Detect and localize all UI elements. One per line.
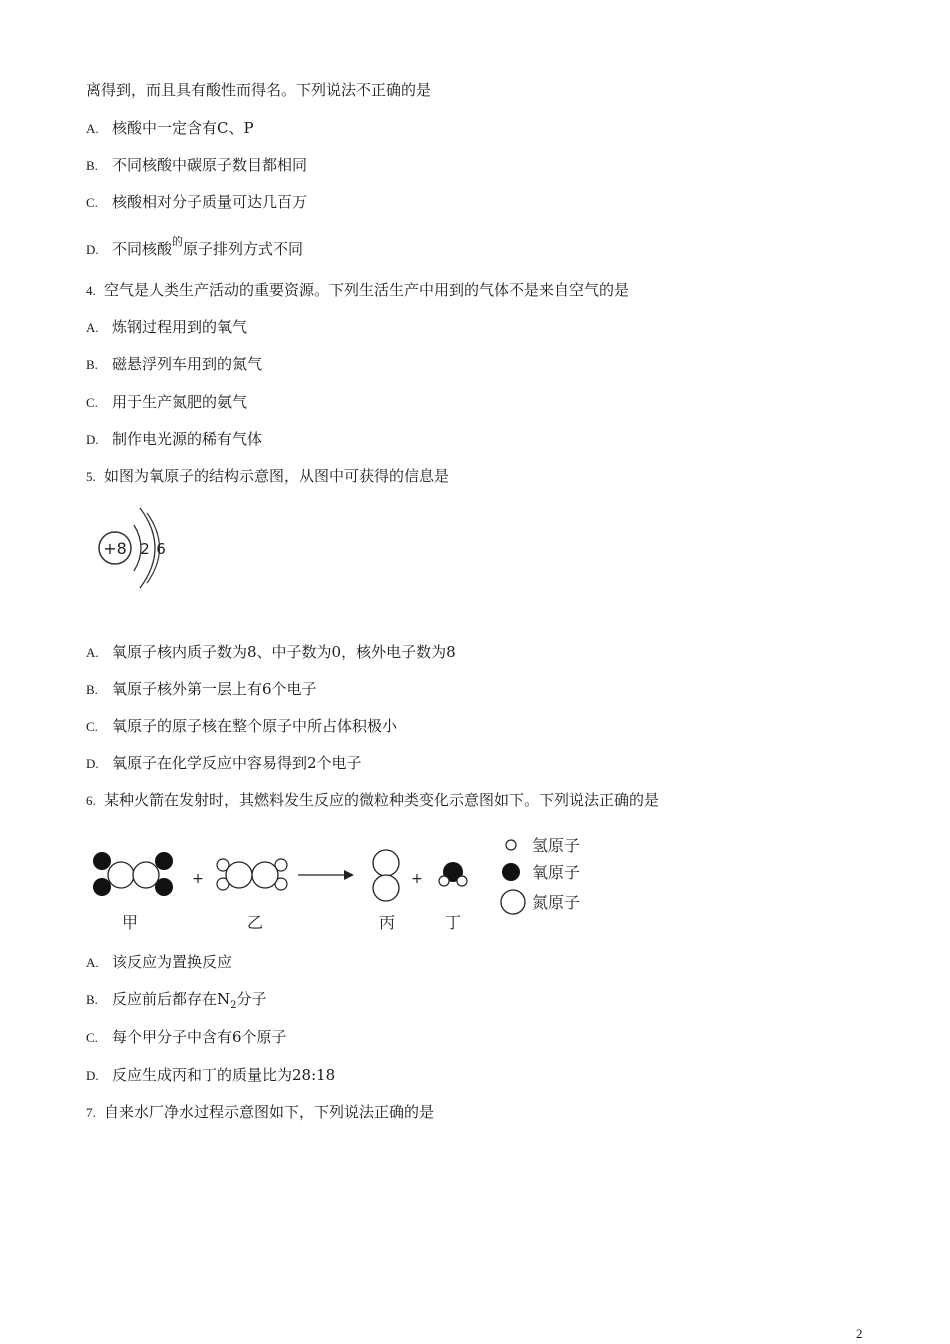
nitrogen-atom <box>373 875 399 901</box>
option-text: 氧原子核外第一层上有6个电子 <box>112 680 317 698</box>
oxygen-atom <box>155 852 173 870</box>
legend-oxygen-icon <box>502 863 520 881</box>
q4-option-a <box>86 317 247 338</box>
page-number: 2 <box>856 1326 863 1341</box>
option-letter: D. <box>86 242 99 257</box>
option-text: 炼钢过程用到的氧气 <box>112 318 248 336</box>
label-jia: 甲 <box>121 913 139 932</box>
option-text-raised: 的 <box>172 235 184 248</box>
option-text: 反应生成丙和丁的质量比为28:18 <box>112 1066 336 1084</box>
q4-option-d <box>86 429 262 450</box>
q3-option-a <box>86 118 254 139</box>
plus-sign: + <box>411 871 423 887</box>
option-letter: B. <box>86 682 98 697</box>
question-text: 自来水厂净水过程示意图如下，下列说法正确的是 <box>104 1103 435 1121</box>
question-text: 如图为氧原子的结构示意图，从图中可获得的信息是 <box>104 467 450 485</box>
option-letter: B. <box>86 158 98 173</box>
reaction-arrow-head <box>344 870 354 880</box>
option-letter: A. <box>86 121 99 136</box>
reaction-diagram <box>86 828 606 938</box>
nucleus-charge: +8 <box>103 539 127 558</box>
option-text: 分子 <box>236 990 267 1008</box>
oxygen-atom <box>93 852 111 870</box>
molecule-jia <box>93 852 173 896</box>
option-text: 氧原子在化学反应中容易得到2个电子 <box>112 754 362 772</box>
option-letter: A. <box>86 320 99 335</box>
legend-hydrogen-label: 氢原子 <box>532 836 581 855</box>
legend-hydrogen-icon <box>506 840 516 850</box>
option-letter: D. <box>86 756 99 771</box>
nitrogen-atom <box>373 850 399 876</box>
nitrogen-atom <box>226 862 252 888</box>
q6-option-c <box>86 1027 287 1048</box>
question-number: 4. <box>86 283 96 298</box>
legend-oxygen-label: 氧原子 <box>532 863 581 882</box>
q3-option-b <box>86 155 307 176</box>
question-number: 6. <box>86 793 96 808</box>
option-letter: C. <box>86 395 98 410</box>
question-text: 空气是人类生产活动的重要资源。下列生活生产中用到的气体不是来自空气的是 <box>104 281 630 299</box>
legend-nitrogen-label: 氮原子 <box>532 893 581 912</box>
oxygen-atom <box>93 878 111 896</box>
option-text: 该反应为置换反应 <box>112 953 233 971</box>
legend <box>501 836 580 914</box>
q5-option-c <box>86 716 397 737</box>
q4-option-b <box>86 354 262 375</box>
option-text-subscript: 2 <box>230 1000 237 1011</box>
option-text: 核酸相对分子质量可达几百万 <box>112 193 308 211</box>
q4-option-c <box>86 392 247 413</box>
hydrogen-atom <box>439 876 449 886</box>
option-letter: C. <box>86 719 98 734</box>
option-text: 用于生产氮肥的氨气 <box>112 393 248 411</box>
option-letter: A. <box>86 645 99 660</box>
nitrogen-atom <box>252 862 278 888</box>
question-number: 5. <box>86 469 96 484</box>
option-letter: C. <box>86 1030 98 1045</box>
option-text: 磁悬浮列车用到的氮气 <box>112 355 263 373</box>
hydrogen-atom <box>457 876 467 886</box>
q6-option-a <box>86 952 232 973</box>
q3-option-c <box>86 192 307 213</box>
q5-stem <box>86 466 449 487</box>
question-text: 某种火箭在发射时，其燃料发生反应的微粒种类变化示意图如下。下列说法正确的是 <box>104 791 660 809</box>
option-letter: D. <box>86 432 99 447</box>
q3-option-d <box>86 235 304 261</box>
label-yi: 乙 <box>246 913 264 932</box>
question-number: 7. <box>86 1105 96 1120</box>
label-ding: 丁 <box>444 913 462 932</box>
q5-option-d <box>86 753 362 774</box>
q4-stem <box>86 280 629 301</box>
shell-1-electrons: 2 <box>140 540 150 558</box>
nitrogen-atom <box>108 862 134 888</box>
option-text: 核酸中一定含有C、P <box>112 119 254 137</box>
molecule-yi <box>217 859 287 890</box>
q3-stem-tail: 离得到，而且具有酸性而得名。下列说法不正确的是 <box>86 81 432 99</box>
option-text: 氧原子核内质子数为8、中子数为0，核外电子数为8 <box>112 643 456 661</box>
option-text: 不同核酸中碳原子数目都相同 <box>112 156 308 174</box>
q6-option-d <box>86 1065 335 1086</box>
plus-sign: + <box>192 871 204 887</box>
nitrogen-atom <box>133 862 159 888</box>
option-letter: B. <box>86 992 98 1007</box>
option-text: 原子排列方式不同 <box>183 240 304 258</box>
molecule-ding <box>439 862 467 886</box>
oxygen-atom-diagram <box>90 500 190 595</box>
option-text: 不同核酸 <box>112 240 173 258</box>
option-text: 每个甲分子中含有6个原子 <box>112 1028 287 1046</box>
legend-nitrogen-icon <box>501 890 525 914</box>
option-text: 反应前后都存在N <box>112 990 231 1008</box>
shell-2-electrons: 6 <box>156 540 166 558</box>
q5-option-a <box>86 642 456 663</box>
option-text: 制作电光源的稀有气体 <box>112 430 263 448</box>
option-letter: C. <box>86 195 98 210</box>
option-letter: B. <box>86 357 98 372</box>
q6-option-b <box>86 989 267 1012</box>
q7-stem <box>86 1102 434 1123</box>
label-bing: 丙 <box>378 913 396 932</box>
option-text: 氧原子的原子核在整个原子中所占体积极小 <box>112 717 398 735</box>
molecule-bing <box>373 850 399 901</box>
q6-stem <box>86 790 659 811</box>
option-letter: A. <box>86 955 99 970</box>
q5-option-b <box>86 679 317 700</box>
option-letter: D. <box>86 1068 99 1083</box>
